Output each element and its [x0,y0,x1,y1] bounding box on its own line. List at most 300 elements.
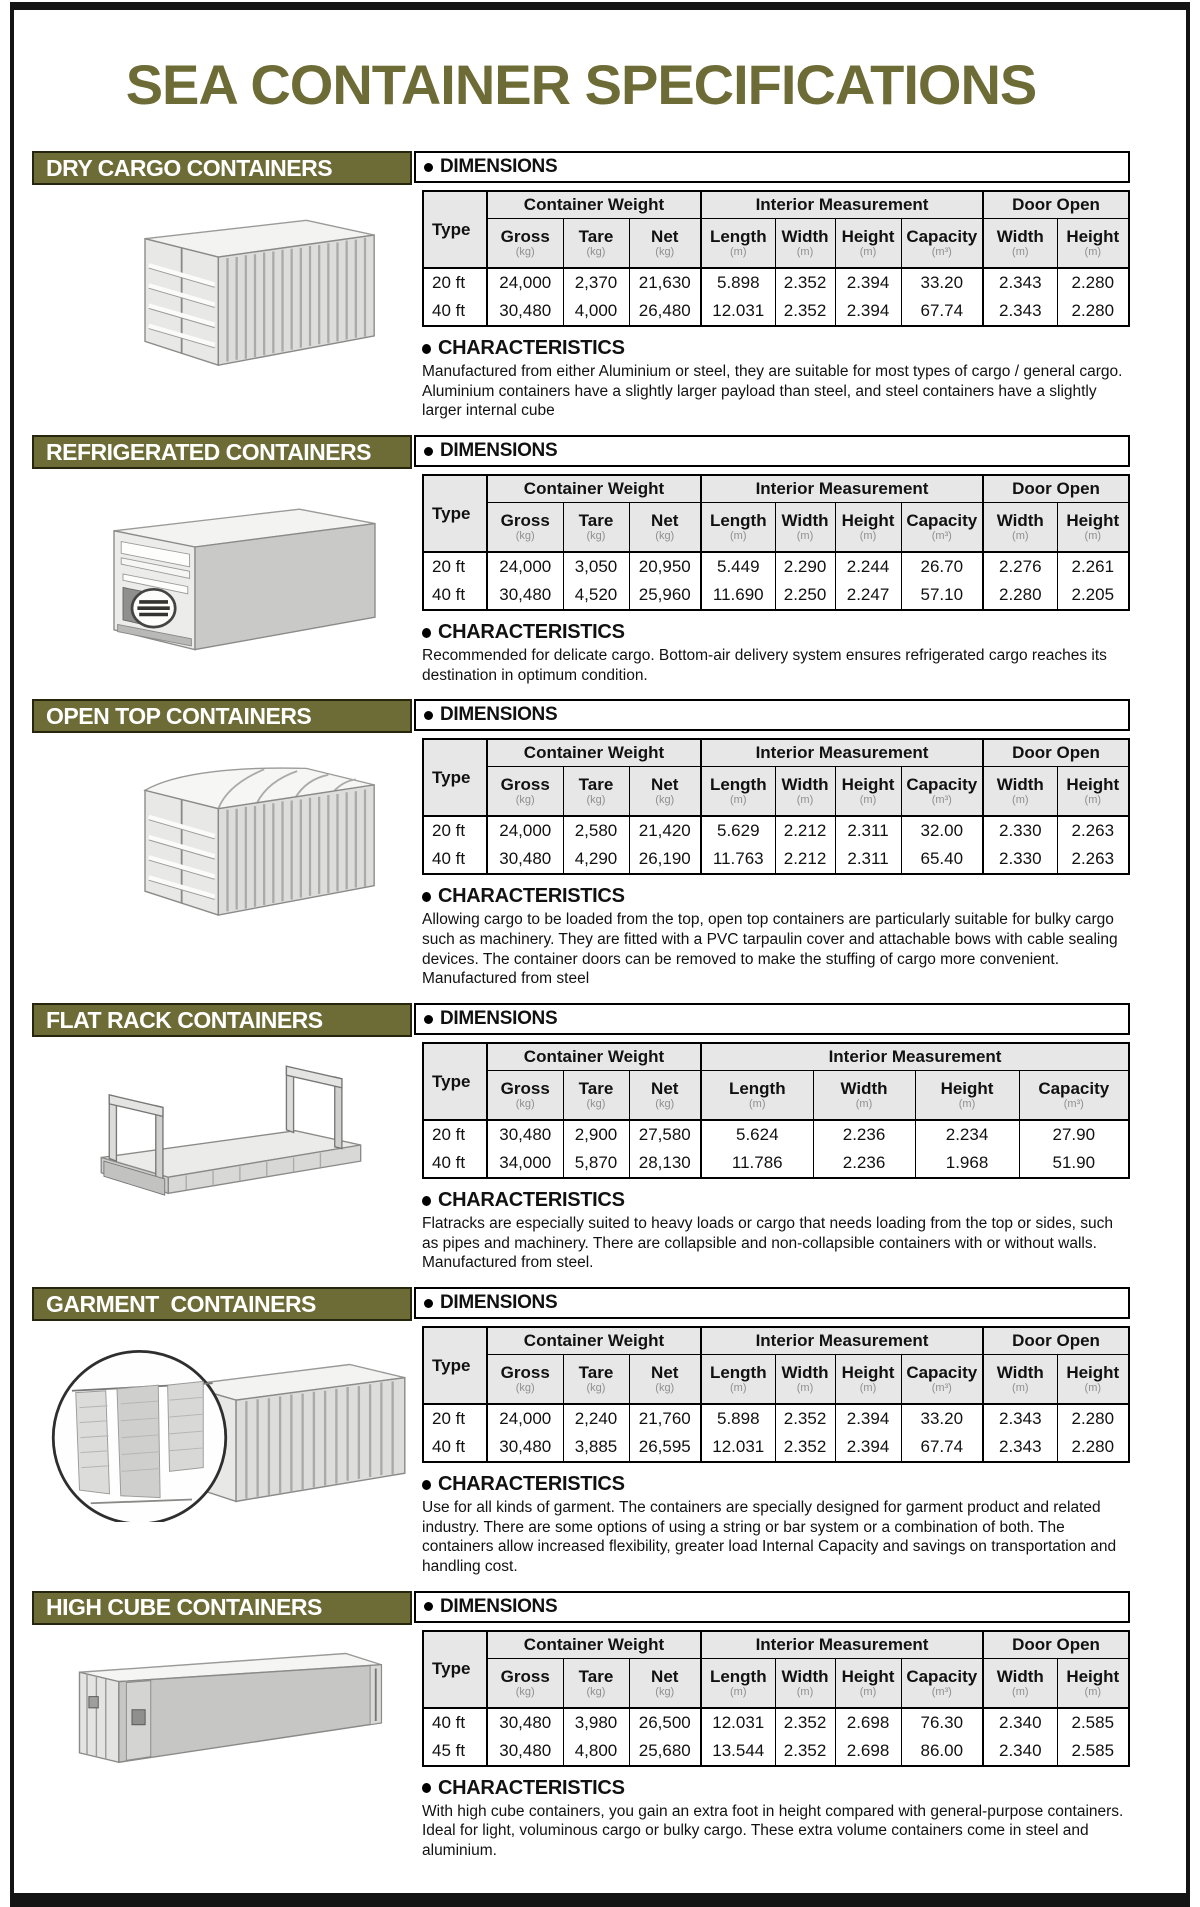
container-illustration [32,185,412,379]
section-title: FLAT RACK CONTAINERS [46,1006,323,1033]
column-header: Height (m) [835,219,901,269]
dimensions-table-wrap [422,190,1130,327]
characteristics-header [422,1189,1130,1212]
value-cell: 2.290 [775,552,835,581]
section-left-column [32,1003,412,1273]
column-header: Gross (kg) [487,1658,563,1708]
value-cell: 2.394 [835,1433,901,1462]
value-cell: 2.394 [835,268,901,297]
value-cell: 11.690 [701,581,775,610]
value-cell: 2.698 [835,1708,901,1737]
value-cell: 33.20 [901,268,983,297]
dimensions-table [422,1326,1130,1463]
characteristics-text: Use for all kinds of garment. The containers are specially designed for garment product and related industry. There are some options of using a string or bar system or a combination of both. The containers allow increased flexibility, greater load Internal Capacity and savings on transportation and handling cost. [422,1499,1117,1576]
value-cell: 51.90 [1019,1149,1129,1178]
page-title: SEA CONTAINER SPECIFICATIONS [125,53,1037,116]
value-cell: 30,480 [487,581,563,610]
column-header: Height (m) [835,1658,901,1708]
dimensions-table-wrap [422,738,1130,875]
value-cell: 2.698 [835,1737,901,1766]
type-cell: 40 ft [423,297,487,326]
column-group-header: Door Open [983,1631,1129,1659]
dimensions-table [422,190,1130,327]
value-cell: 27.90 [1019,1120,1129,1149]
type-cell: 40 ft [423,845,487,874]
section-title-bar [32,435,412,469]
table-row [423,816,1129,845]
value-cell: 2.280 [983,581,1057,610]
container-illustration [32,1625,412,1781]
column-header: Gross (kg) [487,219,563,269]
characteristics-label: CHARACTERISTICS [438,337,625,359]
value-cell: 27,580 [629,1120,701,1149]
characteristics-label: CHARACTERISTICS [438,885,625,908]
value-cell: 65.40 [901,845,983,874]
column-header: Length (m) [701,767,775,817]
column-header: Height (m) [915,1071,1019,1121]
column-header: Width (m) [983,1658,1057,1708]
value-cell: 30,480 [487,845,563,874]
dimensions-header [414,1287,1130,1319]
type-cell: 40 ft [423,581,487,610]
column-header: Net (kg) [629,503,701,553]
column-header: Width (m) [775,503,835,553]
table-row [423,268,1129,297]
value-cell: 2.340 [983,1708,1057,1737]
section-title: GARMENT CONTAINERS [46,1290,316,1317]
value-cell: 30,480 [487,1433,563,1462]
value-cell: 2.280 [1057,297,1129,326]
value-cell: 67.74 [901,1433,983,1462]
dimensions-header [414,151,1130,183]
value-cell: 13.544 [701,1737,775,1766]
column-header: Capacity (m³) [901,767,983,817]
type-cell: 20 ft [423,816,487,845]
bullet-icon [424,1602,433,1611]
dimensions-label: DIMENSIONS [440,1008,558,1030]
value-cell: 2.585 [1057,1708,1129,1737]
column-header: Width (m) [775,1355,835,1405]
value-cell: 33.20 [901,1404,983,1433]
characteristics-header [422,337,1130,360]
column-group-header: Interior Measurement [701,191,983,219]
characteristics-label: CHARACTERISTICS [438,1189,625,1212]
dimensions-header [414,1591,1130,1623]
value-cell: 2.234 [915,1120,1019,1149]
dimensions-table [422,738,1130,875]
column-group-header: Container Weight [487,191,701,219]
type-cell: 40 ft [423,1708,487,1737]
column-header: Net (kg) [629,1355,701,1405]
value-cell: 25,960 [629,581,701,610]
value-cell: 2.352 [775,1708,835,1737]
dimensions-header [414,699,1130,731]
column-header: Capacity (m³) [901,219,983,269]
characteristics-label: CHARACTERISTICS [438,1473,625,1496]
column-header-type: Type [423,475,487,552]
dimensions-label: DIMENSIONS [440,1595,558,1617]
bullet-icon [422,1783,431,1793]
value-cell: 28,130 [629,1149,701,1178]
column-header: Length (m) [701,503,775,553]
table-row [423,1120,1129,1149]
value-cell: 3,885 [563,1433,629,1462]
value-cell: 2.330 [983,845,1057,874]
value-cell: 2,580 [563,816,629,845]
value-cell: 4,520 [563,581,629,610]
container-section [32,435,1130,685]
section-left-column [32,151,412,421]
value-cell: 2.236 [813,1149,915,1178]
value-cell: 2,240 [563,1404,629,1433]
column-header: Capacity (m³) [901,1355,983,1405]
table-column-header-row [423,503,1129,553]
value-cell: 25,680 [629,1737,701,1766]
value-cell: 30,480 [487,1708,563,1737]
section-right-column [414,699,1130,989]
value-cell: 2.280 [1057,1404,1129,1433]
section-title-bar [32,1003,412,1037]
column-header: Tare (kg) [563,219,629,269]
section-right-column [414,435,1130,685]
value-cell: 2,370 [563,268,629,297]
value-cell: 4,290 [563,845,629,874]
flat-rack-container-icon [57,1043,387,1213]
value-cell: 2.352 [775,1737,835,1766]
column-group-header: Interior Measurement [701,1043,1129,1071]
value-cell: 11.786 [701,1149,813,1178]
type-cell: 40 ft [423,1149,487,1178]
section-title-bar [32,1591,412,1625]
column-header: Tare (kg) [563,503,629,553]
column-header: Width (m) [813,1071,915,1121]
column-header: Gross (kg) [487,767,563,817]
type-cell: 20 ft [423,1404,487,1433]
column-header: Capacity (m³) [901,1658,983,1708]
table-column-header-row [423,1355,1129,1405]
column-header: Height (m) [835,503,901,553]
characteristics-label: CHARACTERISTICS [438,1776,625,1799]
dimensions-label: DIMENSIONS [440,704,558,726]
column-header: Gross (kg) [487,1355,563,1405]
column-group-header: Door Open [983,191,1129,219]
value-cell: 24,000 [487,268,563,297]
value-cell: 2.311 [835,845,901,874]
value-cell: 12.031 [701,1708,775,1737]
characteristics-header [422,1777,1130,1800]
column-header: Length (m) [701,1071,813,1121]
column-group-header: Door Open [983,739,1129,767]
column-group-header: Container Weight [487,1631,701,1659]
container-illustration [32,1037,412,1213]
section-right-column [414,151,1130,421]
dimensions-header [414,1003,1130,1035]
section-left-column [32,1287,412,1577]
value-cell: 5,870 [563,1149,629,1178]
value-cell: 4,800 [563,1737,629,1766]
value-cell: 2.212 [775,816,835,845]
section-title-bar [32,699,412,733]
bullet-icon [424,447,433,456]
value-cell: 2.276 [983,552,1057,581]
value-cell: 2.352 [775,1404,835,1433]
value-cell: 2.343 [983,297,1057,326]
value-cell: 12.031 [701,1433,775,1462]
value-cell: 5.629 [701,816,775,845]
value-cell: 2.340 [983,1737,1057,1766]
value-cell: 57.10 [901,581,983,610]
column-header: Tare (kg) [563,1658,629,1708]
column-header: Width (m) [983,219,1057,269]
table-column-header-row [423,219,1129,269]
column-header: Net (kg) [629,767,701,817]
value-cell: 26,500 [629,1708,701,1737]
value-cell: 5.624 [701,1120,813,1149]
column-header: Length (m) [701,1658,775,1708]
column-header: Width (m) [775,767,835,817]
value-cell: 4,000 [563,297,629,326]
value-cell: 76.30 [901,1708,983,1737]
column-header: Gross (kg) [487,503,563,553]
column-header: Width (m) [775,219,835,269]
value-cell: 5.449 [701,552,775,581]
column-header: Height (m) [1057,219,1129,269]
value-cell: 21,760 [629,1404,701,1433]
value-cell: 30,480 [487,297,563,326]
dimensions-table [422,1042,1130,1179]
value-cell: 2.250 [775,581,835,610]
table-group-header-row [423,1043,1129,1071]
column-header-type: Type [423,1327,487,1404]
column-header: Width (m) [983,1355,1057,1405]
section-right-column [414,1003,1130,1273]
column-header: Height (m) [1057,767,1129,817]
section-title: HIGH CUBE CONTAINERS [46,1594,322,1621]
value-cell: 2.236 [813,1120,915,1149]
dimensions-label: DIMENSIONS [440,440,558,462]
characteristics-text: Recommended for delicate cargo. Bottom-air delivery system ensures refrigerated cargo reaches its destination in optimum condition. [422,647,1107,684]
value-cell: 2.352 [775,1433,835,1462]
section-title: REFRIGERATED CONTAINERS [46,438,371,465]
value-cell: 21,420 [629,816,701,845]
bullet-icon [422,892,431,902]
column-header: Height (m) [1057,503,1129,553]
high-cube-container-icon [52,1631,392,1781]
table-column-header-row [423,1071,1129,1121]
bullet-icon [422,1480,431,1490]
table-row [423,1404,1129,1433]
table-column-header-row [423,767,1129,817]
sections-container [32,151,1130,1861]
section-left-column [32,1591,412,1861]
value-cell: 2.330 [983,816,1057,845]
characteristics-text: Flatracks are especially suited to heavy loads or cargo that needs loading from the top or sides, such as pipes and machinery. There are collapsible and non-collapsible containers with or without walls. Manufactured from steel. [422,1215,1113,1272]
table-row [423,1737,1129,1766]
value-cell: 20,950 [629,552,701,581]
column-header-type: Type [423,739,487,816]
column-group-header: Interior Measurement [701,1327,983,1355]
value-cell: 2.394 [835,297,901,326]
characteristics-header [422,621,1130,644]
value-cell: 2.280 [1057,1433,1129,1462]
value-cell: 3,050 [563,552,629,581]
value-cell: 30,480 [487,1120,563,1149]
dimensions-table-wrap [422,1630,1130,1767]
value-cell: 21,630 [629,268,701,297]
column-group-header: Interior Measurement [701,475,983,503]
bullet-icon [424,163,433,172]
value-cell: 24,000 [487,816,563,845]
section-left-column [32,435,412,685]
bullet-icon [422,344,431,354]
value-cell: 2.343 [983,1433,1057,1462]
column-group-header: Interior Measurement [701,1631,983,1659]
container-section [32,699,1130,989]
table-column-header-row [423,1658,1129,1708]
value-cell: 2.205 [1057,581,1129,610]
column-header: Height (m) [835,1355,901,1405]
table-row [423,1708,1129,1737]
column-header: Tare (kg) [563,767,629,817]
value-cell: 2.263 [1057,845,1129,874]
column-header: Net (kg) [629,1658,701,1708]
dimensions-table [422,474,1130,611]
open-top-container-icon [57,739,387,927]
characteristics-header [422,1473,1130,1496]
column-header: Length (m) [701,1355,775,1405]
value-cell: 2.352 [775,268,835,297]
container-illustration [32,733,412,927]
value-cell: 2.263 [1057,816,1129,845]
dimensions-label: DIMENSIONS [440,1292,558,1314]
dimensions-label: DIMENSIONS [440,156,558,177]
column-header: Height (m) [1057,1355,1129,1405]
table-row [423,297,1129,326]
column-group-header: Container Weight [487,739,701,767]
dimensions-table-wrap [422,474,1130,611]
value-cell: 2,900 [563,1120,629,1149]
dry-cargo-container-icon [57,191,387,379]
table-group-header-row [423,191,1129,219]
column-header: Capacity (m³) [1019,1071,1129,1121]
type-cell: 45 ft [423,1737,487,1766]
bullet-icon [424,1299,433,1308]
table-row [423,552,1129,581]
column-header: Width (m) [775,1658,835,1708]
container-illustration [32,469,412,655]
value-cell: 2.280 [1057,268,1129,297]
value-cell: 11.763 [701,845,775,874]
column-group-header: Container Weight [487,475,701,503]
characteristics-header [422,885,1130,908]
column-group-header: Door Open [983,475,1129,503]
column-header-type: Type [423,1631,487,1708]
column-header: Length (m) [701,219,775,269]
table-group-header-row [423,475,1129,503]
container-section [32,1003,1130,1273]
column-header: Width (m) [983,767,1057,817]
garment-container-icon [34,1327,410,1522]
column-header: Tare (kg) [563,1355,629,1405]
value-cell: 2.261 [1057,552,1129,581]
refrigerated-container-icon [57,475,387,655]
table-row [423,1149,1129,1178]
column-header: Height (m) [1057,1658,1129,1708]
value-cell: 2.343 [983,1404,1057,1433]
column-header: Height (m) [835,767,901,817]
container-illustration [32,1321,412,1522]
section-title: OPEN TOP CONTAINERS [46,702,312,729]
value-cell: 86.00 [901,1737,983,1766]
type-cell: 40 ft [423,1433,487,1462]
column-group-header: Container Weight [487,1327,701,1355]
column-header: Net (kg) [629,1071,701,1121]
table-group-header-row [423,1631,1129,1659]
column-header: Tare (kg) [563,1071,629,1121]
dimensions-table-wrap [422,1326,1130,1463]
section-title-bar [32,151,412,185]
value-cell: 1.968 [915,1149,1019,1178]
value-cell: 12.031 [701,297,775,326]
value-cell: 34,000 [487,1149,563,1178]
column-header: Gross (kg) [487,1071,563,1121]
bullet-icon [422,628,431,638]
column-header: Net (kg) [629,219,701,269]
value-cell: 2.585 [1057,1737,1129,1766]
column-header: Width (m) [983,503,1057,553]
section-title: DRY CARGO CONTAINERS [46,154,333,181]
section-right-column [414,1287,1130,1577]
value-cell: 5.898 [701,268,775,297]
value-cell: 2.394 [835,1404,901,1433]
container-section [32,1287,1130,1577]
type-cell: 20 ft [423,552,487,581]
column-header: Capacity (m³) [901,503,983,553]
characteristics-label: CHARACTERISTICS [438,621,625,644]
column-group-header: Interior Measurement [701,739,983,767]
value-cell: 5.898 [701,1404,775,1433]
section-left-column [32,699,412,989]
column-group-header: Door Open [983,1327,1129,1355]
document-page [10,2,1190,1907]
type-cell: 20 ft [423,1120,487,1149]
column-group-header: Container Weight [487,1043,701,1071]
container-section [32,1591,1130,1861]
table-row [423,1433,1129,1462]
value-cell: 2.352 [775,297,835,326]
bullet-icon [424,1015,433,1024]
dimensions-table-wrap [422,1042,1130,1179]
value-cell: 26,190 [629,845,701,874]
dimensions-table [422,1630,1130,1767]
value-cell: 2.343 [983,268,1057,297]
section-right-column [414,1591,1130,1861]
value-cell: 2.212 [775,845,835,874]
value-cell: 2.311 [835,816,901,845]
value-cell: 30,480 [487,1737,563,1766]
bullet-icon [422,1196,431,1206]
characteristics-text: Manufactured from either Aluminium or steel, they are suitable for most types of cargo / general cargo. Aluminium containers have a slightly larger payload than steel, and steel containers have a slightly larger internal cube [422,363,1123,420]
bullet-icon [424,711,433,720]
type-cell: 20 ft [423,268,487,297]
container-section [32,151,1130,421]
value-cell: 3,980 [563,1708,629,1737]
value-cell: 26,595 [629,1433,701,1462]
dimensions-header [414,435,1130,467]
value-cell: 2.247 [835,581,901,610]
characteristics-text: With high cube containers, you gain an extra foot in height compared with general-purpose containers. Ideal for light, voluminous cargo or bulky cargo. These extra volume containers come in steel and aluminium. [422,1802,1124,1860]
value-cell: 2.244 [835,552,901,581]
